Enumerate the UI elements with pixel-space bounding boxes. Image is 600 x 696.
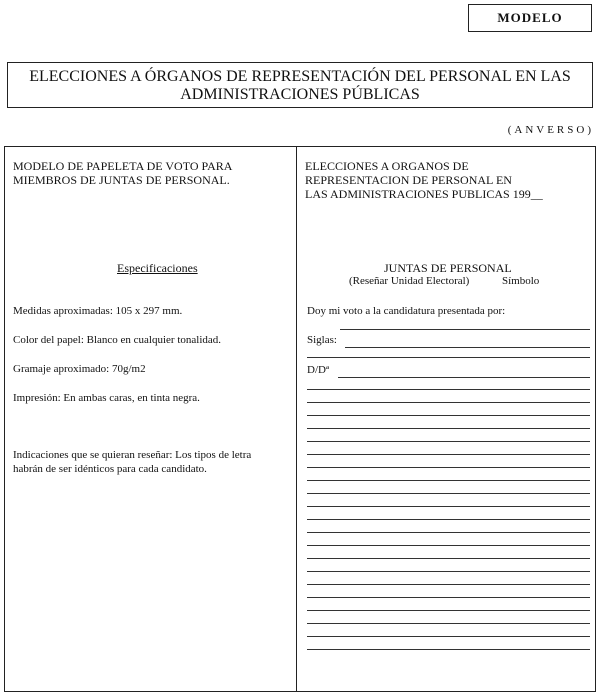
ballot-line xyxy=(307,610,590,611)
spec-impresion: Impresión: En ambas caras, en tinta negra. xyxy=(13,392,200,404)
siglas-label: Siglas: xyxy=(307,334,337,346)
ballot-line xyxy=(307,428,590,429)
ballot-line xyxy=(307,571,590,572)
unidad-electoral: (Reseñar Unidad Electoral) xyxy=(349,275,470,287)
spec-medidas: Medidas aproximadas: 105 x 297 mm. xyxy=(13,305,183,317)
ballot-line xyxy=(307,415,590,416)
ballot-line xyxy=(307,636,590,637)
ballot-line xyxy=(307,402,590,403)
ballot-line xyxy=(307,506,590,507)
ballot-line xyxy=(307,532,590,533)
candidatura-line xyxy=(340,329,590,330)
title-line-1: ELECCIONES A ÓRGANOS DE REPRESENTACIÓN DEL PERSONAL EN LAS xyxy=(29,68,571,85)
indicaciones-line-1: Indicaciones que se quieran reseñar: Los tipos de letra xyxy=(13,449,252,461)
left-heading xyxy=(13,159,232,187)
ballot-line xyxy=(307,519,590,520)
indicaciones-line-2: habrán de ser idénticos para cada candidato. xyxy=(13,463,207,475)
voto-text: Doy mi voto a la candidatura presentada por: xyxy=(307,305,506,317)
siglas-line xyxy=(345,347,590,348)
ballot-line xyxy=(307,558,590,559)
document-title-box xyxy=(7,62,593,108)
title-line-2: ADMINISTRACIONES PÚBLICAS xyxy=(180,86,420,103)
ballot-line xyxy=(307,454,590,455)
ballot-line xyxy=(307,493,590,494)
anverso-label: (ANVERSO) xyxy=(507,124,594,136)
ballot-line xyxy=(307,441,590,442)
ballot-line xyxy=(307,649,590,650)
specs-title: Especificaciones xyxy=(117,261,198,275)
modelo-label: MODELO xyxy=(497,10,563,25)
indicaciones xyxy=(13,448,251,476)
modelo-label-box xyxy=(468,4,592,32)
siglas-line-2 xyxy=(307,357,590,358)
dd-line xyxy=(338,377,590,378)
right-heading-line-3: LAS ADMINISTRACIONES PUBLICAS 199__ xyxy=(305,187,543,201)
left-heading-line-1: MODELO DE PAPELETA DE VOTO PARA xyxy=(13,159,233,173)
spec-gramaje: Gramaje aproximado: 70g/m2 xyxy=(13,363,146,375)
simbolo-label: Símbolo xyxy=(502,275,540,287)
right-heading-line-2: REPRESENTACION DE PERSONAL EN xyxy=(305,173,512,187)
right-heading xyxy=(305,159,543,201)
left-heading-line-2: MIEMBROS DE JUNTAS DE PERSONAL. xyxy=(13,173,230,187)
ballot-line xyxy=(307,584,590,585)
ballot-line xyxy=(307,467,590,468)
column-divider xyxy=(296,146,297,692)
right-heading-line-1: ELECCIONES A ORGANOS DE xyxy=(305,159,469,173)
ballot-line xyxy=(307,389,590,390)
ballot-line xyxy=(307,545,590,546)
ballot-line xyxy=(307,480,590,481)
ballot-line xyxy=(307,597,590,598)
dd-label: D/Dª xyxy=(307,364,329,376)
juntas-title: JUNTAS DE PERSONAL xyxy=(384,261,512,275)
ballot-line xyxy=(307,623,590,624)
spec-color: Color del papel: Blanco en cualquier tonalidad. xyxy=(13,334,222,346)
